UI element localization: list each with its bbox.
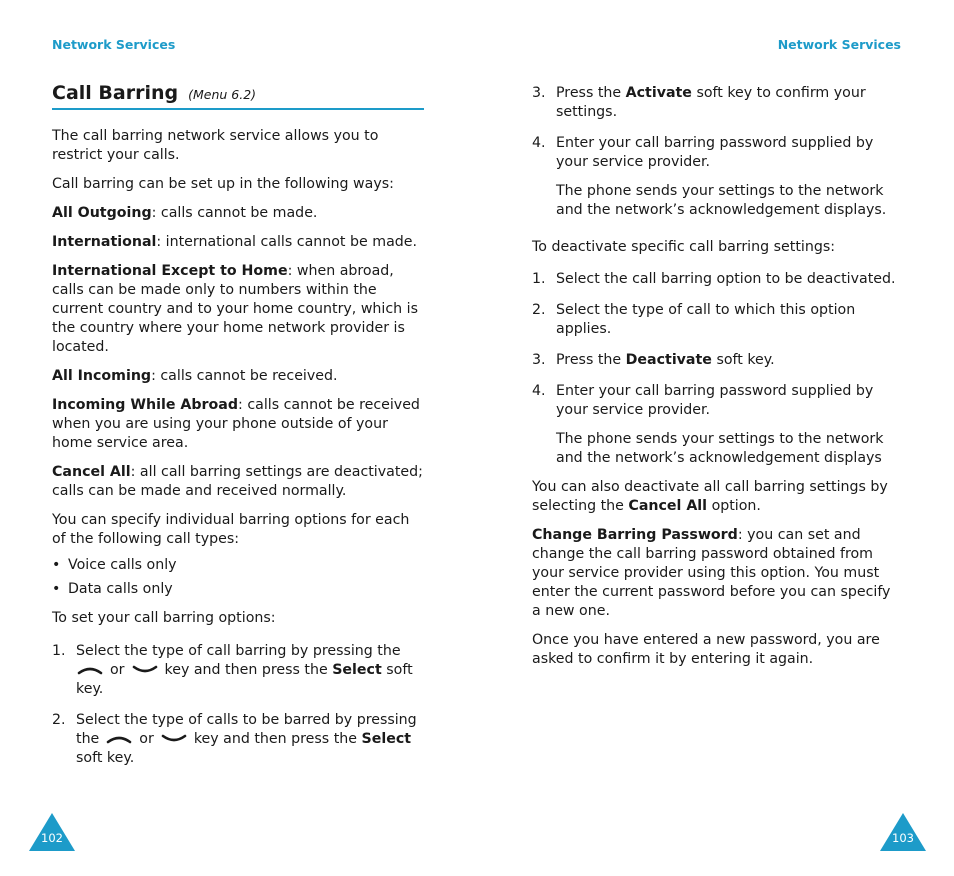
paragraph-text: option. [711, 498, 761, 514]
deactivate-step-2 [532, 301, 902, 339]
step-number: 3. [532, 85, 546, 101]
option-cancel-all [52, 463, 424, 501]
step-text: soft key to confirm your settings. [556, 85, 866, 120]
step-bold-text: Activate [625, 85, 692, 101]
list-item [52, 556, 424, 575]
step-text: Enter your call barring password supplied by your service provider. [556, 135, 874, 170]
deactivate-intro: To deactivate specific call barring settings: [532, 239, 835, 255]
option-term: Incoming While Abroad [52, 397, 239, 413]
deactivate-step-3 [532, 351, 902, 370]
step-number: 2. [52, 712, 66, 728]
bullet-icon: • [52, 581, 61, 597]
setup-paragraph: Call barring can be set up in the following ways: [52, 176, 394, 192]
option-desc: : calls cannot be received. [151, 368, 338, 384]
option-all-outgoing [52, 204, 424, 223]
option-desc: : when abroad, calls can be made only to numbers within the current country and to your home country, which is the country where your home network provider is located. [52, 263, 418, 355]
left-column [52, 84, 424, 780]
step-text: key and then press the [193, 731, 357, 747]
step-number: 4. [532, 135, 546, 151]
step-bold-text: Select [361, 731, 412, 747]
option-term: All Incoming [52, 368, 152, 384]
right-column [532, 84, 902, 679]
menu-reference: (Menu 6.2) [188, 87, 257, 102]
step-text: key and then press the [164, 662, 328, 678]
paragraph-bold-text: Cancel All [628, 498, 708, 514]
step-bold-text: Deactivate [625, 352, 712, 368]
option-international-except-home [52, 262, 424, 357]
step-number: 3. [532, 352, 546, 368]
step-text: Select the type of call barring by pressing the [76, 643, 401, 659]
option-term: International [52, 234, 157, 250]
confirm-paragraph: Once you have entered a new password, you are asked to confirm it by entering it again. [532, 632, 880, 667]
page-number-left [29, 813, 75, 851]
section-title: Call Barring [52, 82, 179, 104]
scroll-up-key-icon [105, 733, 133, 745]
option-all-incoming [52, 367, 424, 386]
step-text: or [110, 662, 125, 678]
step-text: soft key. [76, 750, 135, 766]
running-header-left: Network Services [52, 37, 176, 52]
option-desc: : all call barring settings are deactivated; calls can be made and received normally. [52, 464, 423, 499]
set-step-3 [532, 84, 902, 122]
option-term: Change Barring Password [532, 527, 738, 543]
change-password-paragraph [532, 526, 902, 621]
step-text: soft key. [76, 662, 413, 697]
deactivate-steps [532, 270, 902, 420]
step-number: 4. [532, 383, 546, 399]
set-step-2 [52, 711, 424, 768]
specify-paragraph: You can specify individual barring options for each of the following call types: [52, 512, 410, 547]
scroll-down-key-icon [131, 664, 159, 676]
step-text: Enter your call barring password supplied by your service provider. [556, 383, 874, 418]
bullet-icon: • [52, 557, 61, 573]
step-bold-text: Select [332, 662, 382, 678]
call-type-list [52, 556, 424, 599]
page-number-right [880, 813, 926, 851]
set-steps [52, 642, 424, 768]
option-desc: : calls cannot be received when you are using your phone outside of your home service area. [52, 397, 420, 451]
scroll-down-key-icon [160, 733, 188, 745]
page-number-text: 103 [892, 831, 914, 845]
list-item-text: Data calls only [68, 581, 173, 597]
scroll-up-key-icon [76, 664, 104, 676]
cancel-all-paragraph [532, 478, 902, 516]
option-desc: : you can set and change the call barring password obtained from your service provider using this option. You must enter the current password before you can specify a new one. [532, 527, 891, 619]
set-step-1 [52, 642, 424, 699]
option-desc: : calls cannot be made. [151, 205, 318, 221]
step-number: 1. [52, 643, 66, 659]
option-desc: : international calls cannot be made. [156, 234, 418, 250]
set-step-4 [532, 134, 902, 172]
section-title-bar [52, 84, 424, 110]
deactivate-step-1 [532, 270, 902, 289]
step-text: Press the [556, 352, 622, 368]
option-incoming-while-abroad [52, 396, 424, 453]
page-number-text: 102 [41, 831, 63, 845]
option-international [52, 233, 424, 252]
step-text: Select the call barring option to be deactivated. [556, 271, 896, 287]
option-term: Cancel All [52, 464, 131, 480]
step-number: 1. [532, 271, 546, 287]
activate-steps [532, 84, 902, 172]
list-item [52, 580, 424, 599]
running-header-right: Network Services [777, 37, 901, 52]
deactivate-step-4-note: The phone sends your settings to the network and the network’s acknowledgement displays [556, 431, 884, 466]
step-4-note: The phone sends your settings to the network and the network’s acknowledgement displays. [556, 183, 887, 218]
option-term: International Except to Home [52, 263, 288, 279]
option-term: All Outgoing [52, 205, 152, 221]
step-number: 2. [532, 302, 546, 318]
step-text: or [139, 731, 154, 747]
step-text: Press the [556, 85, 622, 101]
list-item-text: Voice calls only [68, 557, 177, 573]
paragraph-text: You can also deactivate all call barring settings by selecting the [532, 479, 888, 514]
intro-paragraph: The call barring network service allows you to restrict your calls. [52, 128, 379, 163]
step-text: Select the type of calls to be barred by pressing the [76, 712, 417, 747]
set-intro-paragraph: To set your call barring options: [52, 610, 276, 626]
deactivate-step-4 [532, 382, 902, 420]
step-text: soft key. [716, 352, 775, 368]
step-text: Select the type of call to which this option applies. [556, 302, 856, 337]
